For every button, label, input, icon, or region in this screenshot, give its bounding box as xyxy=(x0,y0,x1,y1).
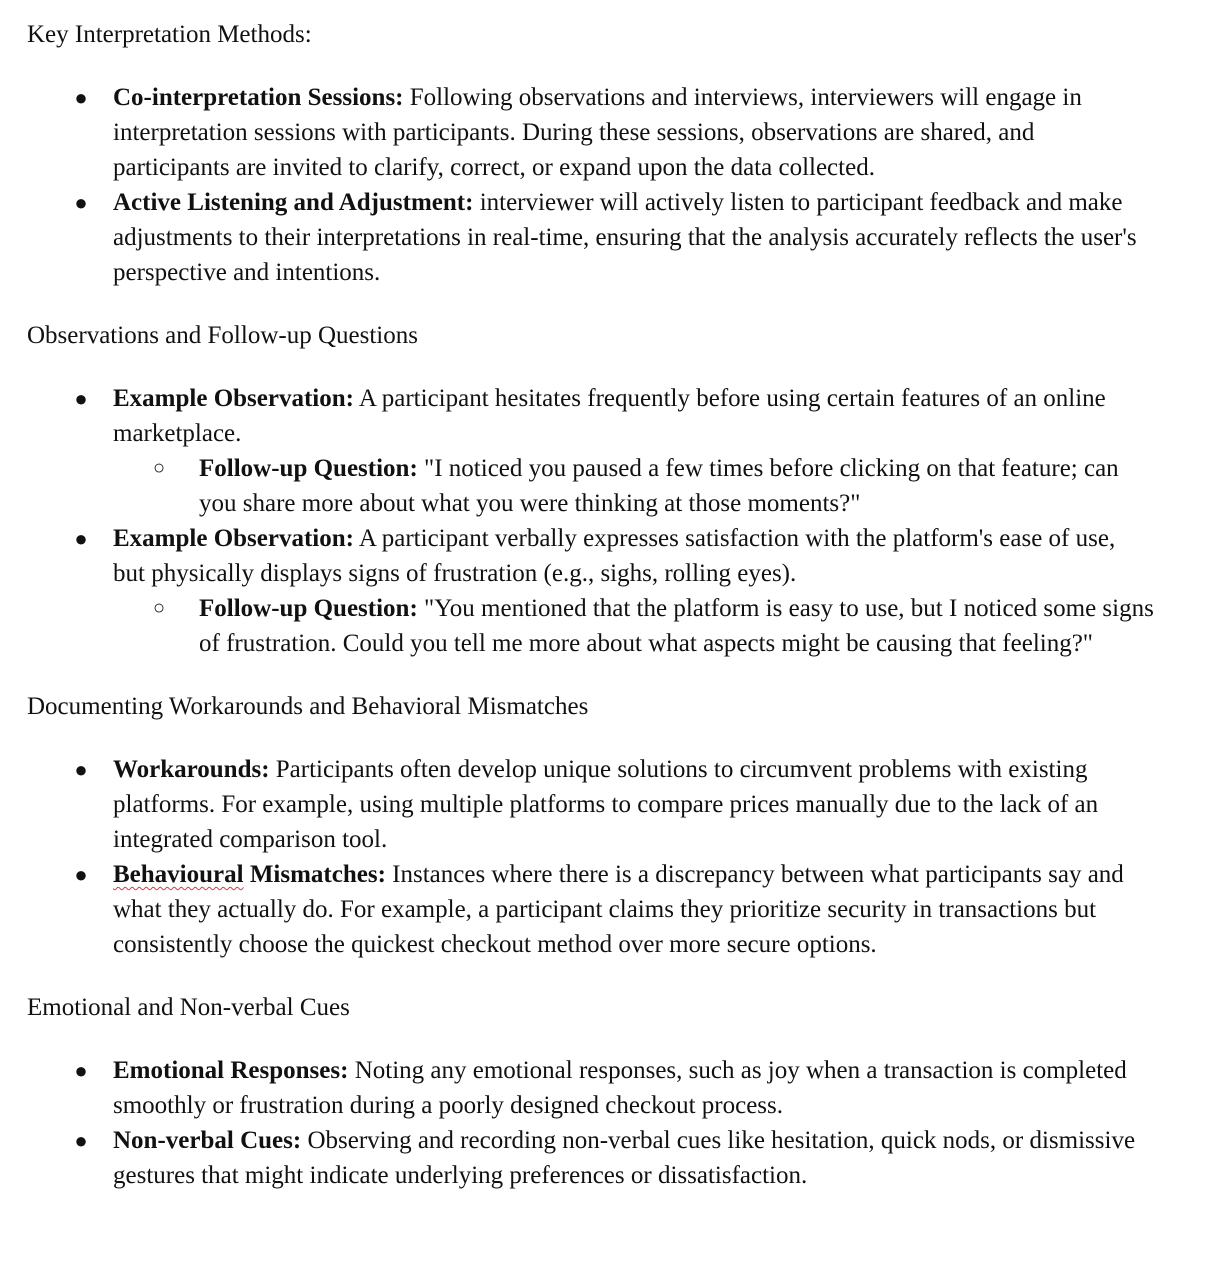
bullet-dot-icon: ● xyxy=(74,862,88,887)
sub-item-text: "I noticed you paused a few times before clicking on that feature; can you share more about what you were thinking at those moments?" xyxy=(199,455,1119,517)
list-item xyxy=(27,752,1153,857)
bullet-circle-icon: ○ xyxy=(152,457,166,479)
bullet-dot-icon: ● xyxy=(74,1128,88,1153)
list-item xyxy=(27,521,1153,661)
item-text: Participants often develop unique solutions to circumvent problems with existing platforms. For example, using multiple platforms to compare prices manually due to the lack of an integrated comparison tool. xyxy=(113,756,1099,853)
item-text: Noting any emotional responses, such as joy when a transaction is completed smoothly or frustration during a poorly designed checkout process. xyxy=(113,1057,1127,1119)
item-label-rest: Mismatches: xyxy=(243,861,386,888)
bullet-circle-icon: ○ xyxy=(152,597,166,619)
sub-list xyxy=(113,591,1153,661)
bullet-dot-icon: ● xyxy=(74,85,88,110)
item-text: Following observations and interviews, interviewers will engage in interpretation sessions with participants. During these sessions, observations are shared, and participants are invited to clarify, correct, or expand upon the data collected. xyxy=(113,84,1082,181)
item-text: Instances where there is a discrepancy between what participants say and what they actually do. For example, a participant claims they prioritize security in transactions but consistently choose the quickest checkout method over more secure options. xyxy=(113,861,1124,958)
list-item xyxy=(27,185,1153,290)
section-heading-observations: Observations and Follow-up Questions xyxy=(27,322,418,349)
sub-item-label: Follow-up Question: xyxy=(199,595,418,622)
bullet-dot-icon: ● xyxy=(74,190,88,215)
sub-item-text: "You mentioned that the platform is easy to use, but I noticed some signs of frustration. Could you tell me more about what aspects might be causing that feeling?" xyxy=(199,595,1154,657)
workarounds-list xyxy=(27,752,1210,962)
sub-list xyxy=(113,451,1153,521)
item-text: interviewer will actively listen to participant feedback and make adjustments to their interpretations in real-time, ensuring that the analysis accurately reflects the user's perspective and intentions. xyxy=(113,189,1137,286)
emotional-list xyxy=(27,1053,1210,1193)
item-label: Workarounds: xyxy=(113,756,270,783)
item-label: Example Observation: xyxy=(113,385,354,412)
bullet-dot-icon: ● xyxy=(74,1058,88,1083)
observations-list xyxy=(27,381,1210,661)
item-text: A participant hesitates frequently before using certain features of an online marketplace. xyxy=(113,385,1106,447)
spellcheck-underlined-word[interactable]: Behavioural xyxy=(113,861,244,888)
list-item xyxy=(27,381,1153,521)
section-heading-workarounds: Documenting Workarounds and Behavioral Mismatches xyxy=(27,693,589,720)
list-item xyxy=(27,857,1153,962)
item-label: Non-verbal Cues: xyxy=(113,1127,302,1154)
sub-list-item xyxy=(113,591,1159,661)
item-label: Example Observation: xyxy=(113,525,354,552)
bullet-dot-icon: ● xyxy=(74,386,88,411)
item-text: Observing and recording non-verbal cues like hesitation, quick nods, or dismissive gestures that might indicate underlying preferences or dissatisfaction. xyxy=(113,1127,1136,1189)
item-label: Co-interpretation Sessions: xyxy=(113,84,404,111)
item-label xyxy=(113,861,386,888)
list-item xyxy=(27,1053,1153,1123)
list-item xyxy=(27,1123,1153,1193)
list-item xyxy=(27,80,1153,185)
key-interpretation-list xyxy=(27,80,1210,290)
item-label: Emotional Responses: xyxy=(113,1057,349,1084)
bullet-dot-icon: ● xyxy=(74,526,88,551)
section-heading-key-interpretation: Key Interpretation Methods: xyxy=(27,21,312,48)
sub-list-item xyxy=(113,451,1159,521)
sub-item-label: Follow-up Question: xyxy=(199,455,418,482)
item-text: A participant verbally expresses satisfaction with the platform's ease of use, but physically displays signs of frustration (e.g., sighs, rolling eyes). xyxy=(113,525,1116,587)
section-heading-emotional: Emotional and Non-verbal Cues xyxy=(27,994,350,1021)
bullet-dot-icon: ● xyxy=(74,757,88,782)
item-label: Active Listening and Adjustment: xyxy=(113,189,474,216)
